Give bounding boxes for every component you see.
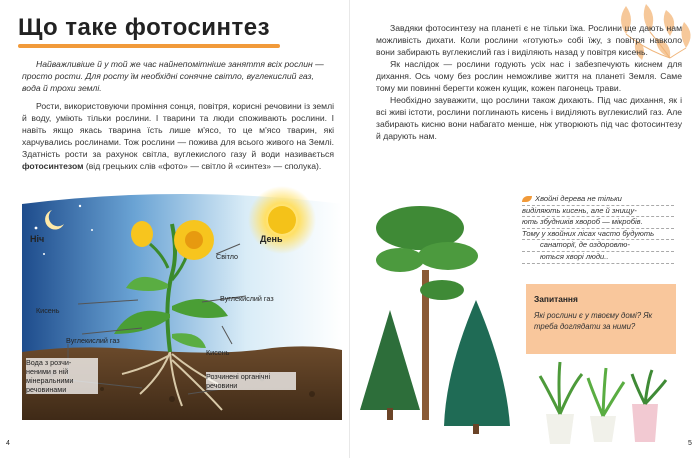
page-title-wrap (18, 14, 270, 42)
leaf-bullet-icon (522, 196, 532, 202)
label-oxygen-in: Кисень (206, 348, 230, 357)
plant-pot-right-icon (632, 370, 666, 442)
term-photosynthesis: фотосинтезом (22, 161, 84, 171)
photosynthesis-diagram (22, 184, 342, 420)
body-paragraph (22, 100, 334, 172)
body-text-a: Рости, використовуючи проміння сонця, повітря, корисні речовини із землі й воду, уміють тільки рослини. І тварини та люди споживають рослини. І навіть якщо якась тварина їсть лише м'ясо, то це м'ясо тварин, які харчувались рослинами. Тож рослини — пожива для всього живого на Землі. Здатність рости за рахунок світла, вуглекислого газу й води називається (22, 101, 334, 159)
label-organic: Розчинені органічні речовини (206, 372, 296, 390)
label-co2-in: Вуглекислий газ (220, 294, 274, 303)
note-line-6: ються хворі люди.. (522, 252, 674, 264)
label-water-minerals: Вода з розчи- неними в ній мінеральними речовинами (26, 358, 98, 394)
note-line-2: виділяють кисень, але й знищу- (522, 206, 674, 218)
sun-icon (268, 206, 296, 234)
label-light: Світло (216, 252, 239, 261)
question-title: Запитання (534, 294, 578, 304)
lead-paragraph: Найважливіше й у той же час найнепомітніше заняття всіх рослин — просто рости. Для росту їм необхідні сонячне світло, вуглекислий газ, вода й трохи землі. (22, 59, 324, 93)
page-number-left: 4 (6, 440, 10, 447)
title-underline (18, 44, 280, 48)
conifer-note (522, 194, 674, 264)
right-paragraph-3: Необхідно зауважити, що рослини також дихають. Під час дихання, як і всі живі істоти, рослини поглинають кисень і виділяють вуглекислий газ. Але забирають кисню вони набагато менше, ніж утворюють під час фотосинтезу й дарують нам. (376, 95, 682, 141)
note-text-1: Хвойні дерева не тільки (535, 194, 622, 203)
label-co2-out: Вуглекислий газ (66, 336, 120, 345)
left-body-text (22, 100, 334, 172)
spruce-tree-left-icon (360, 310, 420, 420)
page-number-right: 5 (688, 440, 692, 447)
spruce-tree-right-icon (444, 300, 510, 434)
plant-pot-middle-icon (588, 368, 624, 442)
right-body-text (376, 22, 682, 142)
page-title: Що таке фотосинтез (18, 14, 271, 41)
question-box (526, 284, 676, 354)
note-line-3: ють збудників хвороб — мікробів. (522, 217, 674, 229)
label-oxygen-out: Кисень (36, 306, 60, 315)
right-page (350, 0, 700, 458)
question-text: Які рослини є у твоєму домі? Як треба доглядати за ними? (534, 311, 653, 331)
note-line-1 (522, 194, 674, 206)
conifer-trees-illustration (350, 200, 520, 440)
body-text-b: (від грецьких слів «фото» — світло й «синтез» — сполука). (83, 161, 322, 171)
house-plants-illustration (536, 356, 670, 446)
right-paragraph-1: Завдяки фотосинтезу на планеті є не тільки їжа. Рослини ще дають нам можливість дихати. Коли рослини «готують» собі їжу, з повітря навколо вони забирають вуглекислий газ і виділяють назад у повітря кисень. (376, 23, 682, 57)
label-day: День (260, 234, 283, 244)
flower-big (174, 220, 214, 260)
label-night: Ніч (30, 234, 45, 244)
note-line-5: санаторії, де оздоровлю- (522, 240, 674, 252)
note-line-4: Тому у хвойних лісах часто будують (522, 229, 674, 241)
plant-pot-left-icon (540, 362, 582, 444)
right-paragraph-2: Як наслідок — рослини годують усіх нас і забезпечують киснем для дихання. Ось чому без рослин неможливе життя на планеті Земля. Саме тому ми повинні берегти кожен кущик, кожен пагонець трави. (376, 59, 682, 93)
